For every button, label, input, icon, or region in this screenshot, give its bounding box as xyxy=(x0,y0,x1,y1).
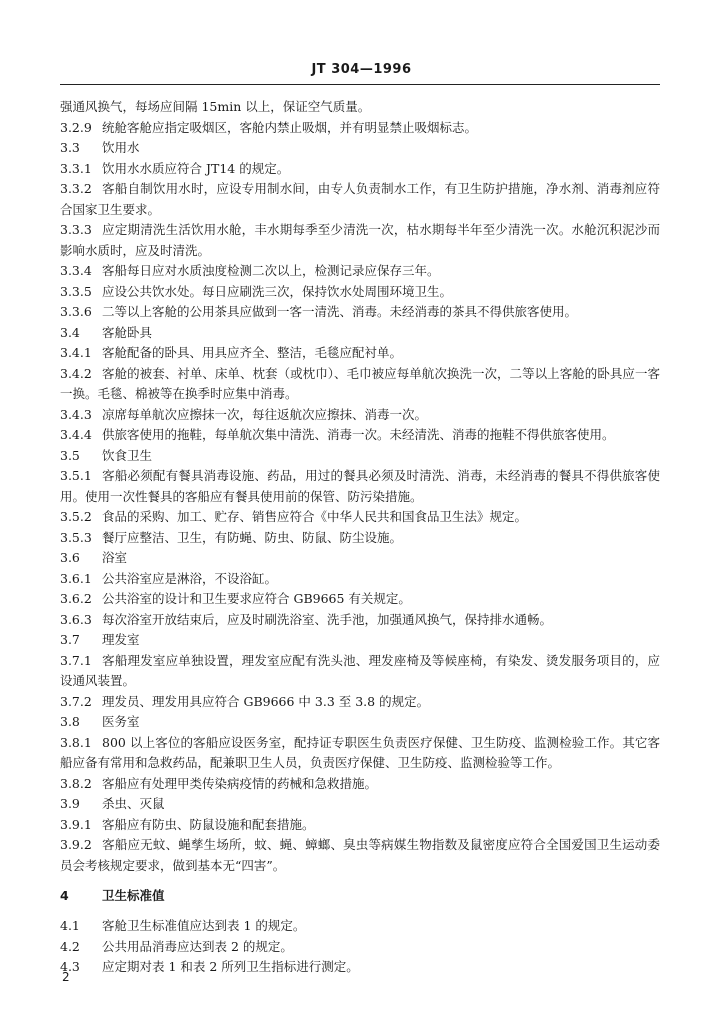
clause-number: 3.8.2 xyxy=(60,775,92,791)
clause-heading xyxy=(60,323,660,344)
clause-text: 公共浴室应是淋浴，不设浴缸。 xyxy=(102,570,278,586)
clause-text: 公共用品消毒应达到表 2 的规定。 xyxy=(102,938,293,954)
clause-number: 3.4.3 xyxy=(60,406,92,422)
clause-text: 食品的采购、加工、贮存、销售应符合《中华人民共和国食品卫生法》规定。 xyxy=(102,509,528,524)
clause-heading-text: 浴室 xyxy=(102,550,128,565)
clause-text: 餐厅应整洁、卫生，有防蝇、防虫、防鼠、防尘设施。 xyxy=(102,529,403,545)
clause-item xyxy=(60,343,660,364)
clause-item xyxy=(60,528,660,549)
clause-number: 3.9.1 xyxy=(60,816,92,832)
clause-number: 3.3.2 xyxy=(60,181,92,196)
clause-number: 3.7.2 xyxy=(60,693,92,709)
clause-item xyxy=(60,957,660,978)
clause-heading xyxy=(60,548,660,569)
clause-text: 客船应有防虫、防鼠设施和配套措施。 xyxy=(102,816,315,832)
clause-item xyxy=(60,835,660,876)
clause-item xyxy=(60,733,660,774)
clause-number: 3.2.9 xyxy=(60,119,92,135)
standard-code-header: JT 304—1996 xyxy=(311,62,412,77)
clause-number: 3.6.2 xyxy=(60,591,92,606)
clause-text: 凉席每单航次应擦抹一次，每往返航次应擦抹、消毒一次。 xyxy=(102,406,428,422)
clause-number: 3.9 xyxy=(60,796,80,811)
clause-number: 3.5.2 xyxy=(60,509,92,524)
clause-text: 二等以上客舱的公用茶具应做到一客一清洗、消毒。未经消毒的茶具不得供旅客使用。 xyxy=(102,304,578,319)
clause-heading-text: 饮食卫生 xyxy=(102,447,153,463)
clause-text: 客船应无蚊、蝇孳生场所，蚊、蝇、蟑螂、臭虫等病媒生物指数及鼠密度应符合全国爱国卫生运动委员会考核规定要求，做到基本无“四害”。 xyxy=(60,837,660,873)
clause-item xyxy=(60,651,660,692)
clause-item xyxy=(60,282,660,303)
clause-number: 3.3.4 xyxy=(60,263,92,278)
clause-item xyxy=(60,364,660,405)
section-number: 4 xyxy=(60,888,69,903)
clause-number: 3.4.2 xyxy=(60,365,92,381)
clause-number: 4.1 xyxy=(60,918,80,933)
clause-text: 应设公共饮水处。每日应刷洗三次，保持饮水处周围环境卫生。 xyxy=(102,283,453,299)
clause-item xyxy=(60,179,660,220)
section-heading xyxy=(60,886,660,906)
clause-text: 客船应有处理甲类传染病疫情的药械和急救措施。 xyxy=(102,775,378,791)
clause-number: 3.5.3 xyxy=(60,529,92,545)
page-number: 2 xyxy=(62,970,70,984)
header-rule xyxy=(60,84,660,85)
clause-text: 800 以上客位的客船应设医务室，配持证专职医生负责医疗保健、卫生防疫、监测检验工作。其它客船应备有常用和急救药品，配兼职卫生人员，负责医疗保健、卫生防疫、监测检验等工作。 xyxy=(60,734,660,770)
clause-item xyxy=(60,118,660,139)
clause-heading-text: 理发室 xyxy=(102,632,140,647)
clause-item xyxy=(60,610,660,631)
clause-heading-text: 医务室 xyxy=(102,714,140,729)
clause-heading-text: 饮用水 xyxy=(102,140,140,155)
clause-number: 3.7.1 xyxy=(60,652,92,668)
section-title: 卫生标准值 xyxy=(102,888,165,903)
clause-number: 3.8.1 xyxy=(60,734,92,750)
clause-number: 3.4.4 xyxy=(60,427,92,442)
clause-item xyxy=(60,916,660,937)
clause-text: 供旅客使用的拖鞋，每单航次集中清洗、消毒一次。未经清洗、消毒的拖鞋不得供旅客使用。 xyxy=(102,427,615,442)
clause-heading xyxy=(60,794,660,815)
clause-number: 3.6.1 xyxy=(60,570,92,586)
clause-item xyxy=(60,159,660,180)
paragraph-continuation: 强通风换气，每场应间隔 15min 以上，保证空气质量。 xyxy=(60,99,371,114)
clause-item xyxy=(60,589,660,610)
clause-number: 3.7 xyxy=(60,632,80,647)
clause-item xyxy=(60,774,660,795)
clause-text: 理发员、理发用具应符合 GB9666 中 3.3 至 3.8 的规定。 xyxy=(102,693,430,709)
clause-number: 3.3.6 xyxy=(60,304,92,319)
clause-text: 饮用水水质应符合 JT14 的规定。 xyxy=(102,160,290,176)
clause-item xyxy=(60,507,660,528)
clause-number: 3.3.5 xyxy=(60,283,92,299)
clause-number: 3.3.1 xyxy=(60,160,92,176)
clause-text: 客舱的被套、衬单、床单、枕套（或枕巾）、毛巾被应每单航次换洗一次，二等以上客舱的卧具应一客一换。毛毯、棉被等在换季时应集中消毒。 xyxy=(60,365,660,401)
clause-item xyxy=(60,466,660,507)
clause-number: 3.6.3 xyxy=(60,611,92,627)
clause-item xyxy=(60,405,660,426)
clause-heading xyxy=(60,712,660,733)
clause-text: 每次浴室开放结束后，应及时刷洗浴室、洗手池，加强通风换气，保持排水通畅。 xyxy=(102,611,553,627)
clause-item xyxy=(60,569,660,590)
clause-text: 客船每日应对水质浊度检测二次以上，检测记录应保存三年。 xyxy=(102,263,440,278)
clause-number: 3.9.2 xyxy=(60,837,92,852)
clause-number: 3.8 xyxy=(60,714,80,729)
clause-text: 应定期对表 1 和表 2 所列卫生指标进行测定。 xyxy=(102,959,359,974)
clause-text: 应定期清洗生活饮用水舱，丰水期每季至少清洗一次，枯水期每半年至少清洗一次。水舱沉积泥沙而影响水质时，应及时清洗。 xyxy=(60,222,660,258)
clause-heading xyxy=(60,446,660,467)
clause-heading-text: 杀虫、灭鼠 xyxy=(102,796,165,811)
clause-heading xyxy=(60,630,660,651)
clause-heading xyxy=(60,138,660,159)
clause-item xyxy=(60,815,660,836)
clause-number: 3.5 xyxy=(60,447,80,463)
clause-text: 客船必须配有餐具消毒设施、药品，用过的餐具必须及时清洗、消毒，未经消毒的餐具不得供旅客使用。使用一次性餐具的客船应有餐具使用前的保管、防污染措施。 xyxy=(60,468,660,504)
document-body xyxy=(60,97,660,978)
clause-item xyxy=(60,220,660,261)
clause-number: 3.3 xyxy=(60,140,80,155)
clause-item xyxy=(60,937,660,958)
clause-number: 4.2 xyxy=(60,938,80,954)
clause-text: 客船自制饮用水时，应设专用制水间，由专人负责制水工作，有卫生防护措施，净水剂、消毒剂应符合国家卫生要求。 xyxy=(60,181,660,217)
clause-heading-text: 客舱卧具 xyxy=(102,324,153,340)
clause-text: 客舱配备的卧具、用具应齐全、整洁，毛毯应配衬单。 xyxy=(102,345,403,360)
clause-item xyxy=(60,302,660,323)
clause-text: 公共浴室的设计和卫生要求应符合 GB9665 有关规定。 xyxy=(102,591,411,606)
clause-number: 4.3 xyxy=(60,959,80,974)
clause-number: 3.6 xyxy=(60,550,80,565)
clause-item xyxy=(60,261,660,282)
clause-text: 客船理发室应单独设置，理发室应配有洗头池、理发座椅及等候座椅，有染发、烫发服务项目的，应设通风装置。 xyxy=(60,652,660,688)
clause-number: 3.5.1 xyxy=(60,468,92,483)
clause-text: 客舱卫生标准值应达到表 1 的规定。 xyxy=(102,918,306,933)
clause-item xyxy=(60,425,660,446)
clause-number: 3.4 xyxy=(60,324,80,340)
clause-item xyxy=(60,692,660,713)
clause-number: 3.3.3 xyxy=(60,222,92,237)
clause-number: 3.4.1 xyxy=(60,345,92,360)
clause-text: 统舱客舱应指定吸烟区，客舱内禁止吸烟，并有明显禁止吸烟标志。 xyxy=(102,119,478,135)
